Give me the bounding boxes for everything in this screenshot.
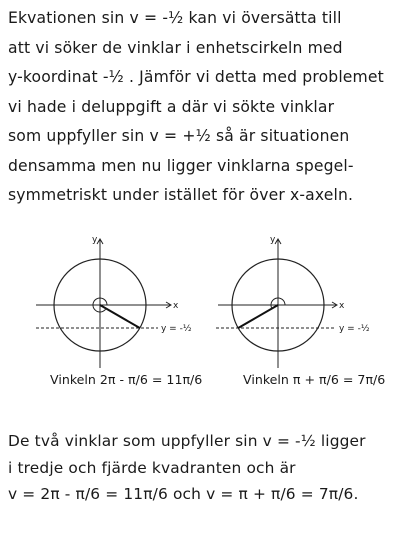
- caption-angle-1: Vinkeln 2π - π/6 = 11π/6: [50, 372, 203, 387]
- x-axis-label: x: [339, 301, 345, 311]
- text-line: densamma men nu ligger vinklarna spegel-: [8, 156, 354, 175]
- text-line: De två vinklar som uppfyller sin v = -½ ligger: [8, 432, 366, 450]
- text-line: y-koordinat -½ . Jämför vi detta med problemet: [8, 68, 384, 86]
- angle-ray: [238, 305, 278, 328]
- caption-angle-2: Vinkeln π + π/6 = 7π/6: [243, 372, 386, 387]
- line-label: y = -½: [161, 324, 192, 334]
- text-line: i tredje och fjärde kvadranten och är: [8, 458, 296, 477]
- paragraph-conclusion: [8, 428, 414, 508]
- text-line: Ekvationen sin v = -½ kan vi översätta till: [8, 9, 342, 27]
- text-line: vi hade i deluppgift a där vi sökte vinklar: [8, 97, 335, 116]
- line-label: y = -½: [339, 324, 370, 334]
- text-line: symmetriskt under istället för över x-axeln.: [8, 186, 354, 204]
- unit-circle-diagram-1: [30, 230, 200, 370]
- y-axis-label: y: [92, 235, 98, 245]
- text-line: att vi söker de vinklar i enhetscirkeln med: [8, 38, 343, 57]
- y-axis-label: y: [270, 235, 276, 245]
- x-axis-label: x: [173, 301, 179, 311]
- unit-circle-svg-2: [212, 230, 382, 370]
- text-line: v = 2π - π/6 = 11π/6 och v = π + π/6 = 7π/6.: [8, 485, 359, 503]
- unit-circle-svg-1: [30, 230, 200, 370]
- text-line: som uppfyller sin v = +½ så är situationen: [8, 127, 350, 145]
- unit-circle-diagram-2: [212, 230, 382, 370]
- paragraph-intro: [8, 4, 414, 211]
